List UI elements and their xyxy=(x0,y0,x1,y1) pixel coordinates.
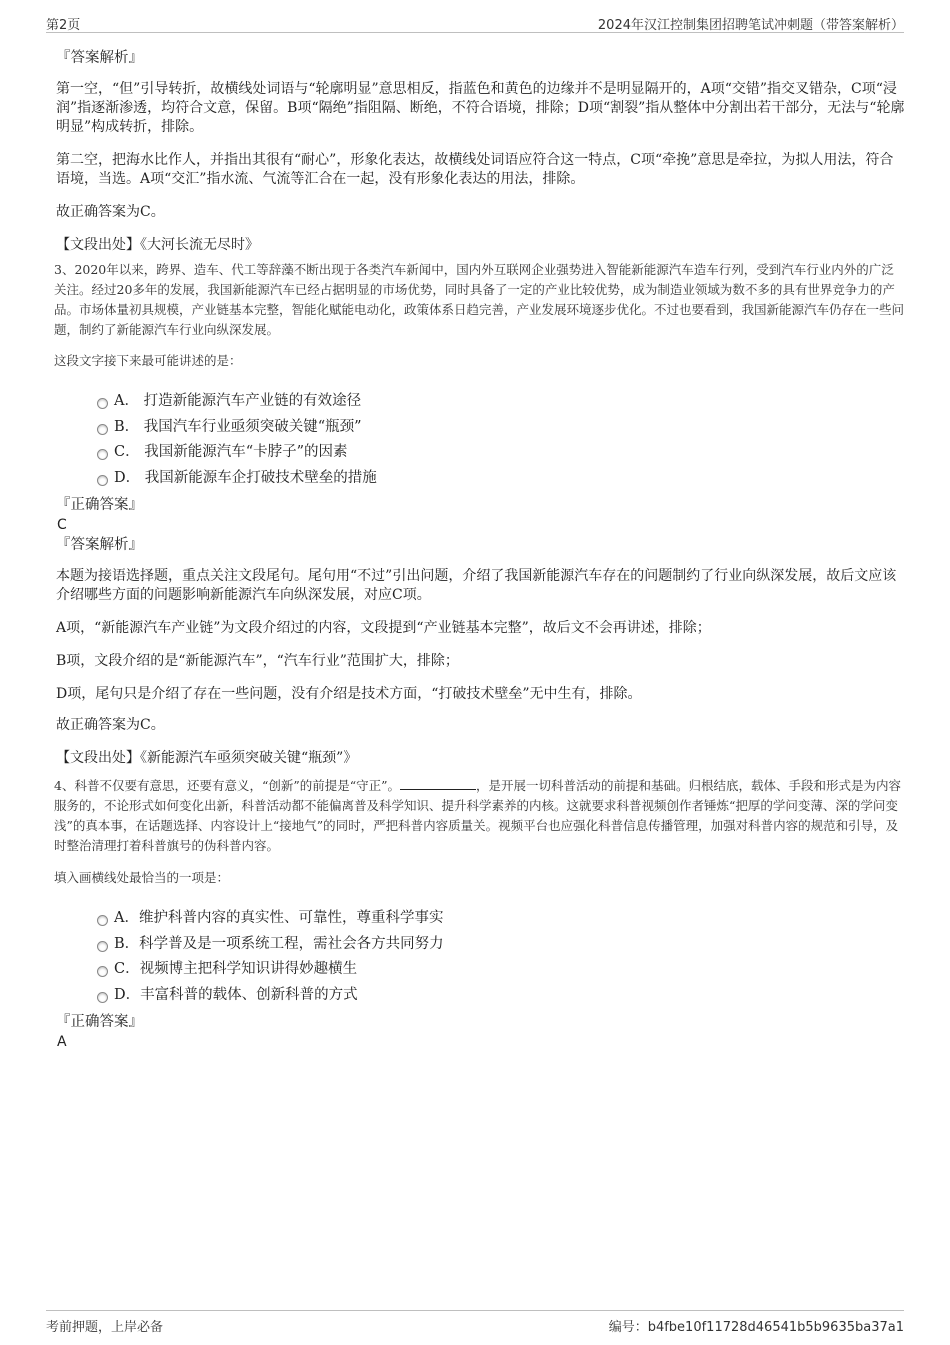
option-b[interactable]: B． 我国汽车行业亟须突破关键“瓶颈” xyxy=(56,415,906,441)
passage-source: 【文段出处】《新能源汽车亟须突破关键“瓶颈”》 xyxy=(56,750,358,766)
analysis-label: 『答案解析』 xyxy=(56,537,143,553)
option-c[interactable]: C．视频博主把科学知识讲得妙趣横生 xyxy=(56,957,906,983)
radio-icon[interactable] xyxy=(97,966,108,977)
page-content xyxy=(56,48,906,1052)
page-number: 第2页 xyxy=(46,18,81,33)
radio-icon[interactable] xyxy=(97,449,108,460)
passage-source: 【文段出处】《大河长流无尽时》 xyxy=(56,237,259,253)
question-prompt: 填入画横线处最恰当的一项是： xyxy=(54,870,230,885)
option-d[interactable]: D．丰富科普的载体、创新科普的方式 xyxy=(56,983,906,1009)
analysis-paragraph: B项，文段介绍的是“新能源汽车”，“汽车行业”范围扩大，排除； xyxy=(56,653,459,669)
fill-blank xyxy=(400,777,476,790)
footer-slogan: 考前押题，上岸必备 xyxy=(46,1320,164,1335)
option-d[interactable]: D． 我国新能源车企打破技术壁垒的措施 xyxy=(56,466,906,492)
option-a[interactable]: A． 打造新能源汽车产业链的有效途径 xyxy=(56,389,906,415)
analysis-paragraph: 第二空，把海水比作人，并指出其很有“耐心”，形象化表达，故横线处词语应符合这一特点，C项“牵挽”意思是牵拉，为拟人用法，符合语境，当选。A项“交汇”指水流、气流等汇合在一起，没有形象化表达的用法，排除。 xyxy=(56,152,894,187)
document-title: 2024年汉江控制集团招聘笔试冲刺题（带答案解析） xyxy=(597,18,904,33)
question-prompt: 这段文字接下来最可能讲述的是： xyxy=(54,353,242,368)
question-stem: 4、科普不仅要有意思，还要有意义，“创新”的前提是“守正”。 ，是开展一切科普活动的前提和基础。归根结底，载体、手段和形式是为内容服务的，不论形式如何变化出新，科普活动都不能偏离普及科学知识、提升科学素养的内核。这就要求科普视频创作者锤炼“把厚的学问变薄、深的学问变浅”的真本事，在话题选择、内容设计上“接地气”的同时，严把科普内容质量关。视频平台也应强化科普信息传播管理，加强对科普内容的规范和引导，及时整治清理打着科普旗号的伪科普内容。 xyxy=(54,778,902,853)
analysis-paragraph: A项，“新能源汽车产业链”为文段介绍过的内容，文段提到“产业链基本完整”，故后文不会再讲述，排除； xyxy=(56,620,711,636)
option-c[interactable]: C． 我国新能源汽车“卡脖子”的因素 xyxy=(56,440,906,466)
correct-answer: C xyxy=(57,517,67,533)
option-b[interactable]: B．科学普及是一项系统工程，需社会各方共同努力 xyxy=(56,932,906,958)
document-id: 编号：b4fbe10f11728d46541b5b9635ba37a1 xyxy=(608,1320,904,1335)
radio-icon[interactable] xyxy=(97,475,108,486)
radio-icon[interactable] xyxy=(97,398,108,409)
analysis-paragraph: 本题为接语选择题，重点关注文段尾句。尾句用“不过”引出问题，介绍了我国新能源汽车存在的问题制约了行业向纵深发展，故后文应该介绍哪些方面的问题影响新能源汽车向纵深发展，对应C项。 xyxy=(56,568,897,603)
option-list xyxy=(56,389,906,491)
analysis-paragraph: 第一空，“但”引导转折，故横线处词语与“轮廓明显”意思相反，指蓝色和黄色的边缘并不是明显隔开的，A项“交错”指交叉错杂，C项“浸润”指逐渐渗透，均符合文意，保留。B项“隔绝”指阻隔、断绝，不符合语境，排除；D项“割裂”指从整体中分割出若干部分，无法与“轮廓明显”构成转折，排除。 xyxy=(56,81,905,135)
radio-icon[interactable] xyxy=(97,992,108,1003)
option-a[interactable]: A．维护科普内容的真实性、可靠性，尊重科学事实 xyxy=(56,906,906,932)
radio-icon[interactable] xyxy=(97,941,108,952)
correct-answer-label: 『正确答案』 xyxy=(56,497,143,513)
correct-answer-label: 『正确答案』 xyxy=(56,1014,143,1030)
question-stem: 3、2020年以来，跨界、造车、代工等辞藻不断出现于各类汽车新闻中，国内外互联网企业强势进入智能新能源汽车造车行列，受到汽车行业内外的广泛关注。经过20多年的发展，我国新能源汽车已经占据明显的市场优势，同时具备了一定的产业比较优势，成为制造业领域为数不多的具有世界竞争力的产品。市场体量初具规模，产业链基本完整，智能化赋能电动化，政策体系日趋完善，产业发展环境逐步优化。不过也要看到，我国新能源汽车仍存在一些问题，制约了新能源汽车行业向纵深发展。 xyxy=(54,262,905,337)
page-header xyxy=(46,12,904,33)
analysis-conclusion: 故正确答案为C。 xyxy=(56,204,165,220)
page-footer xyxy=(46,1310,904,1335)
analysis-label: 『答案解析』 xyxy=(56,50,143,66)
correct-answer: A xyxy=(57,1034,67,1050)
radio-icon[interactable] xyxy=(97,915,108,926)
analysis-conclusion: 故正确答案为C。 xyxy=(56,717,165,733)
radio-icon[interactable] xyxy=(97,424,108,435)
analysis-paragraph: D项，尾句只是介绍了存在一些问题，没有介绍是技术方面，“打破技术壁垒”无中生有，排除。 xyxy=(56,686,642,702)
option-list xyxy=(56,906,906,1008)
